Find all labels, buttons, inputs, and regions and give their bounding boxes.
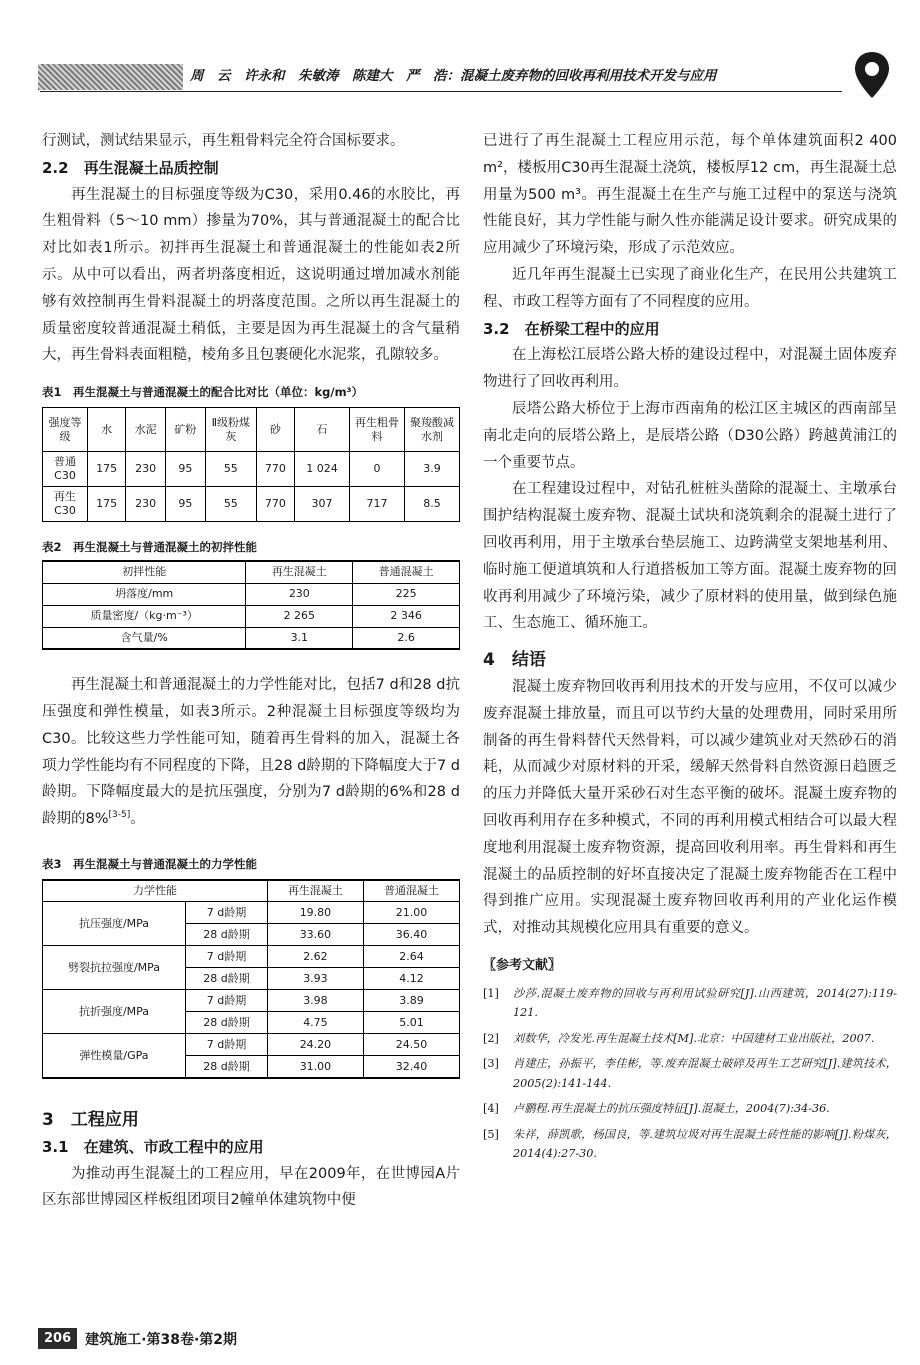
table-header-cell: 水 — [88, 408, 126, 452]
reference-text: 刘数华，冷发光.再生混凝土技术[M].北京：中国建材工业出版社，2007. — [513, 1031, 875, 1045]
table-group-cell: 抗折强度/MPa — [43, 990, 186, 1034]
table-cell: 225 — [353, 583, 460, 605]
reference-item — [483, 1029, 897, 1049]
table-header-cell: 初拌性能 — [43, 561, 246, 583]
section-heading-3-2: 3.2 在桥梁工程中的应用 — [483, 319, 660, 338]
table-header-cell: 聚羧酸减水剂 — [405, 408, 460, 452]
table-cell: 4.75 — [267, 1012, 363, 1034]
table1 — [42, 407, 460, 522]
table-cell: 230 — [126, 487, 166, 522]
table-cell: 28 d龄期 — [186, 1056, 268, 1078]
table-cell: 2 265 — [246, 605, 353, 627]
header-pattern — [38, 64, 183, 90]
table-cell: 0 — [350, 452, 405, 487]
header-rule — [40, 91, 842, 92]
table-cell: 普通C30 — [43, 452, 88, 487]
table-cell: 2.64 — [363, 946, 459, 968]
reference-text: 朱祥，薛凯歌，杨国良，等.建筑垃圾对再生混凝土砖性能的影响[J].粉煤灰，2014(4):27-30. — [513, 1127, 897, 1161]
table-cell: 21.00 — [363, 902, 459, 924]
reference-item — [483, 1099, 897, 1119]
table-cell: 3.93 — [267, 968, 363, 990]
table-cell: 7 d龄期 — [186, 946, 268, 968]
table-cell: 32.40 — [363, 1056, 459, 1078]
table-group-cell: 弹性模量/GPa — [43, 1034, 186, 1078]
reference-number: [1] — [483, 986, 499, 1000]
table-cell: 24.50 — [363, 1034, 459, 1056]
paragraph: 再生混凝土的目标强度等级为C30，采用0.46的水胶比，再生粗骨料（5～10 mm）掺量为70%，其与普通混凝土的配合比对比如表1所示。初拌再生混凝土和普通混凝土的性能如表2所示。从中可以看出，两者坍落度相近，这说明通过增加减水剂能够有效控制再生骨料混凝土的坍落度范围。之所以再生混凝土的质量密度较普通混凝土稍低，主要是因为再生混凝土的含气量稍大，再生骨料表面粗糙，棱角多且包裹硬化水泥浆，孔隙较多。 — [42, 186, 460, 364]
location-pin-icon — [853, 50, 891, 100]
table-header-cell: 石 — [295, 408, 350, 452]
section-heading-4: 4 结语 — [483, 650, 546, 671]
table-row — [43, 946, 460, 968]
reference-text: 肖建庄，孙振平，李佳彬，等.废弃混凝土破碎及再生工艺研究[J].建筑技术，2005(2):141-144. — [513, 1057, 897, 1090]
paragraph-text: 。 — [130, 811, 145, 828]
table-header-cell: 水泥 — [126, 408, 166, 452]
table-cell: 含气量/% — [43, 627, 246, 649]
table-cell: 28 d龄期 — [186, 968, 268, 990]
table-row — [43, 902, 460, 924]
paragraph: 在工程建设过程中，对钻孔桩桩头凿除的混凝土、主墩承台围护结构混凝土废弃物、混凝土试块和浇筑剩余的混凝土进行了回收再利用，用于主墩承台垫层施工、边跨满堂支架地基利用、临时施工便道填筑和人行道搭板加工等方面。混凝土废弃物的回收再利用减少了环境污染，减少了原材料的使用量，做到绿色施工、生态施工、循环施工。 — [483, 481, 897, 632]
table-cell: 3.1 — [246, 627, 353, 649]
table-cell: 28 d龄期 — [186, 1012, 268, 1034]
reference-text: 沙莎.混凝土废弃物的回收与再利用试验研究[J].山西建筑，2014(27):119-121. — [513, 986, 897, 1020]
reference-item — [483, 1125, 897, 1164]
table-cell: 230 — [126, 452, 166, 487]
table-group-cell: 劈裂抗拉强度/MPa — [43, 946, 186, 990]
paragraph — [42, 672, 460, 833]
table-header-cell: 矿粉 — [166, 408, 206, 452]
table-cell: 717 — [350, 487, 405, 522]
table-cell: 3.98 — [267, 990, 363, 1012]
table-cell: 95 — [166, 452, 206, 487]
table-header-cell: 再生混凝土 — [246, 561, 353, 583]
paragraph: 混凝土废弃物回收再利用技术的开发与应用，不仅可以减少废弃混凝土排放量，而且可以节约大量的处理费用，同时采用所制备的再生骨料替代天然骨料，可以减少建筑业对天然砂石的消耗，从而减少对原材料的开采，缓解天然骨料自然资源日趋匮乏的压力并降低大量开采砂石对生态平衡的破坏。混凝土废弃物的回收再利用存在多种模式，不同的再利用模式相结合可以最大程度地利用混凝土废弃物资源，提高回收利用率。再生骨料和再生混凝土的品质控制的好坏直接决定了混凝土废弃物能否在工程中得到推广应用。实现混凝土废弃物回收再利用的产业化运作模式，对推动其规模化应用具有重要的意义。 — [483, 678, 897, 937]
table-cell: 3.89 — [363, 990, 459, 1012]
section-heading-3: 3 工程应用 — [42, 1109, 139, 1130]
table-cell: 24.20 — [267, 1034, 363, 1056]
references-title: 〖参考文献〗 — [483, 957, 562, 973]
section-heading-3-1: 3.1 在建筑、市政工程中的应用 — [42, 1137, 264, 1156]
table-cell: 307 — [295, 487, 350, 522]
table-header-cell: 强度等级 — [43, 408, 88, 452]
table-row — [43, 452, 460, 487]
table-row — [43, 1034, 460, 1056]
table-cell: 8.5 — [405, 487, 460, 522]
table-cell: 4.12 — [363, 968, 459, 990]
reference-item — [483, 1054, 897, 1093]
running-header: 周 云 许永和 朱敏涛 陈建大 严 浩：混凝土废弃物的回收再利用技术开发与应用 — [190, 68, 717, 84]
table-header-cell: 再生粗骨料 — [350, 408, 405, 452]
table-cell: 230 — [246, 583, 353, 605]
table-header-row — [43, 408, 460, 452]
paragraph: 为推动再生混凝土的工程应用，早在2009年，在世博园A片区东部世博园区样板组团项目2幢单体建筑物中便 — [42, 1165, 460, 1209]
table-row — [43, 627, 460, 649]
table-row — [43, 583, 460, 605]
table-cell: 2.6 — [353, 627, 460, 649]
table-header-cell: 再生混凝土 — [267, 880, 363, 902]
table-cell: 7 d龄期 — [186, 990, 268, 1012]
table-row — [43, 990, 460, 1012]
reference-number: [4] — [483, 1102, 499, 1116]
table-cell: 175 — [88, 452, 126, 487]
table-cell: 19.80 — [267, 902, 363, 924]
table-cell: 175 — [88, 487, 126, 522]
table-cell: 28 d龄期 — [186, 924, 268, 946]
table-group-cell: 抗压强度/MPa — [43, 902, 186, 946]
journal-name: 建筑施工·第38卷·第2期 — [85, 1331, 238, 1348]
table-cell: 770 — [256, 487, 294, 522]
table-cell: 33.60 — [267, 924, 363, 946]
left-column — [42, 128, 460, 1214]
table-cell: 95 — [166, 487, 206, 522]
table-cell: 质量密度/（kg·m⁻³） — [43, 605, 246, 627]
paragraph-text: 再生混凝土和普通混凝土的力学性能对比，包括7 d和28 d抗压强度和弹性模量，如表3所示。2种混凝土目标强度等级均为C30。比较这些力学性能可知，随着再生骨料的加入，混凝土各项力学性能均有不同程度的下降，且28 d龄期的下降幅度大于7 d龄期。下降幅度最大的是抗压强度，分别为7 d龄期的6%和28 d龄期的8% — [42, 677, 460, 828]
table-header-cell: Ⅱ级粉煤灰 — [205, 408, 256, 452]
table-cell: 坍落度/mm — [43, 583, 246, 605]
table-header-cell: 力学性能 — [43, 880, 268, 902]
paragraph: 已进行了再生混凝土工程应用示范，每个单体建筑面积2 400 m²，楼板用C30再生混凝土浇筑，楼板厚12 cm，再生混凝土总用量为500 m³。再生混凝土在生产与施工过程中的泵送与浇筑性能良好，其力学性能与耐久性亦能满足设计要求。研究成果的应用减少了环境污染，形成了示范效应。 — [483, 133, 897, 257]
table-header-cell: 砂 — [256, 408, 294, 452]
paragraph: 行测试，测试结果显示，再生粗骨料完全符合国标要求。 — [42, 133, 405, 149]
table-cell: 再生C30 — [43, 487, 88, 522]
paragraph: 辰塔公路大桥位于上海市西南角的松江区主城区的西南部呈南北走向的辰塔公路上，是辰塔公路（D30公路）跨越黄浦江的一个重要节点。 — [483, 400, 897, 471]
table-cell: 36.40 — [363, 924, 459, 946]
table1-title: 表1 再生混凝土与普通混凝土的配合比对比（单位：kg/m³） — [42, 385, 364, 400]
page-number: 206 — [38, 1328, 77, 1349]
table-cell: 31.00 — [267, 1056, 363, 1078]
table-cell: 55 — [205, 487, 256, 522]
table-header-row — [43, 561, 460, 583]
table-cell: 2.62 — [267, 946, 363, 968]
table-row — [43, 605, 460, 627]
table-header-cell: 普通混凝土 — [353, 561, 460, 583]
reference-number: [5] — [483, 1127, 499, 1141]
page-footer — [38, 1328, 237, 1349]
section-heading-2-2: 2.2 再生混凝土品质控制 — [42, 158, 219, 177]
paragraph: 在上海松江辰塔公路大桥的建设过程中，对混凝土固体废弃物进行了回收再利用。 — [483, 347, 897, 391]
table-cell: 7 d龄期 — [186, 902, 268, 924]
table-cell: 3.9 — [405, 452, 460, 487]
table-row — [43, 487, 460, 522]
table-cell: 5.01 — [363, 1012, 459, 1034]
reference-list — [483, 984, 897, 1164]
table-header-cell: 普通混凝土 — [363, 880, 459, 902]
table-cell: 770 — [256, 452, 294, 487]
right-column — [483, 128, 897, 1164]
table2 — [42, 560, 460, 650]
table-cell: 55 — [205, 452, 256, 487]
reference-number: [2] — [483, 1031, 499, 1045]
reference-number: [3] — [483, 1057, 499, 1071]
reference-text: 卢鹏程.再生混凝土的抗压强度特征[J].混凝土，2004(7):34-36. — [513, 1102, 830, 1116]
table-header-row — [43, 880, 460, 902]
table3 — [42, 879, 460, 1079]
table3-title: 表3 再生混凝土与普通混凝土的力学性能 — [42, 856, 257, 871]
table-cell: 7 d龄期 — [186, 1034, 268, 1056]
reference-item — [483, 984, 897, 1023]
table-cell: 2 346 — [353, 605, 460, 627]
table-cell: 1 024 — [295, 452, 350, 487]
table2-title: 表2 再生混凝土与普通混凝土的初拌性能 — [42, 540, 257, 555]
citation: [3-5] — [108, 810, 131, 821]
paragraph: 近几年再生混凝土已实现了商业化生产，在民用公共建筑工程、市政工程等方面有了不同程度的应用。 — [483, 266, 897, 310]
